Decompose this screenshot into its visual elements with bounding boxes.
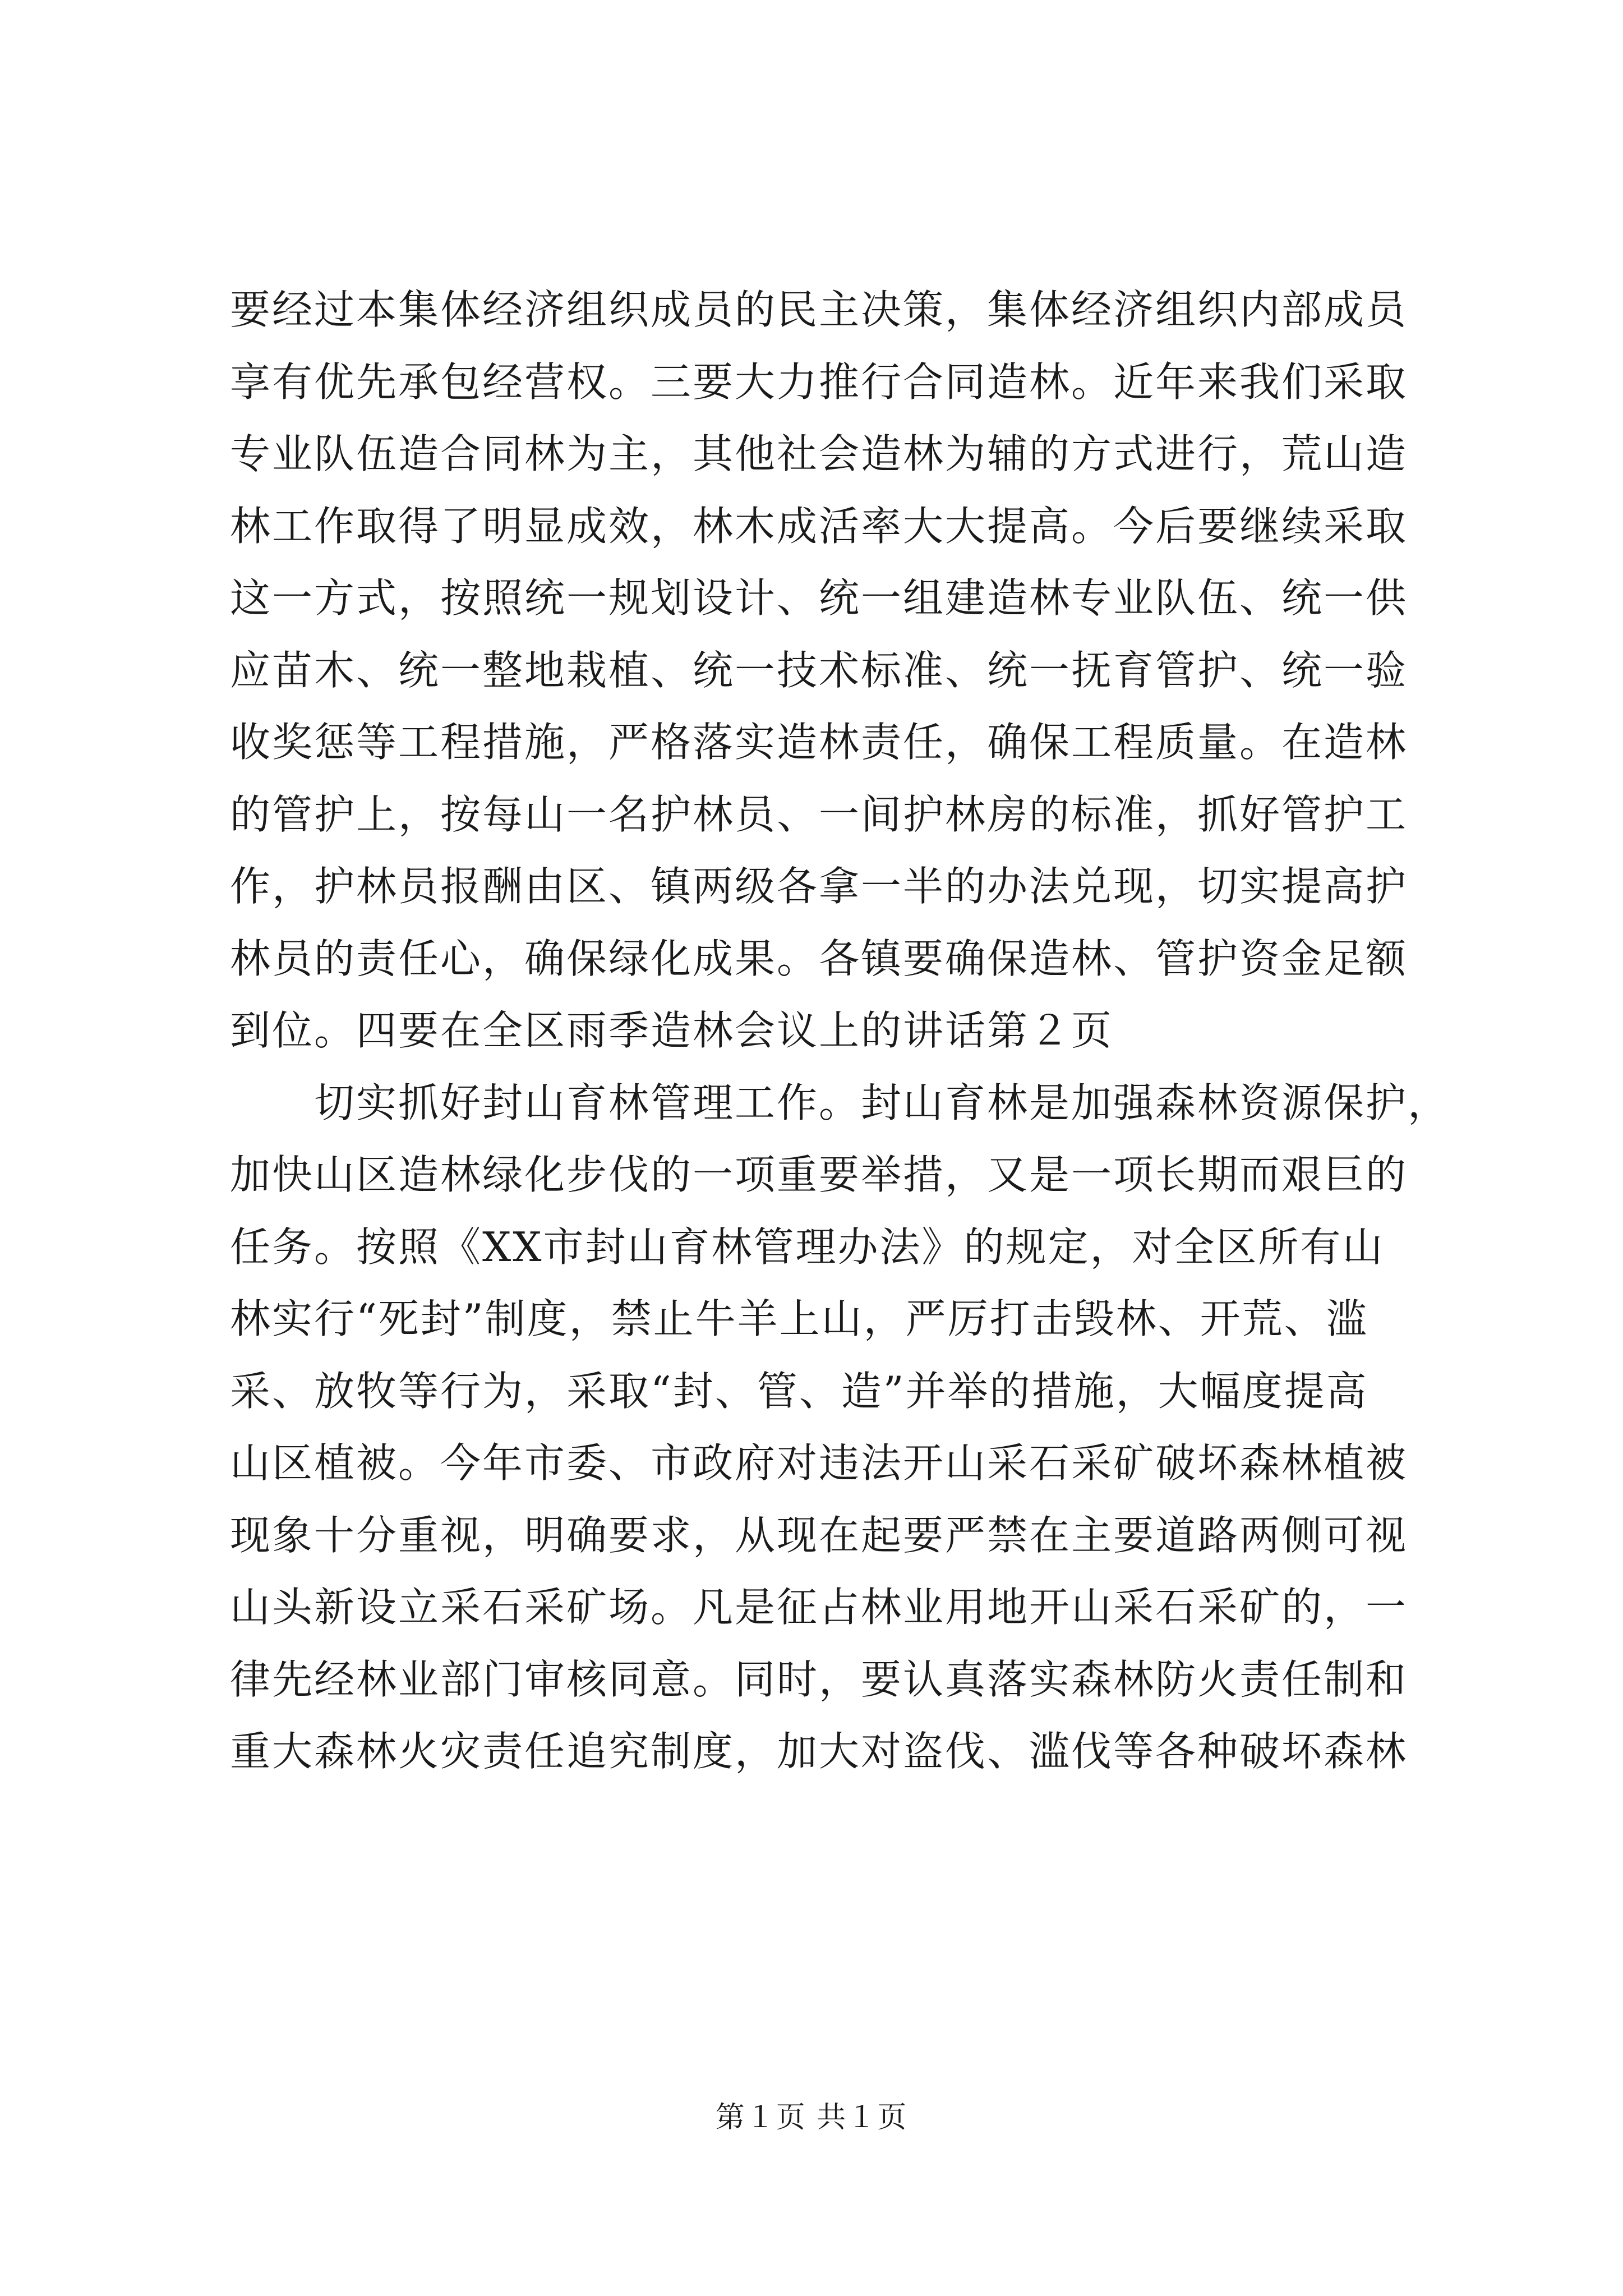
text-line: 要经过本集体经济组织成员的民主决策，集体经济组织内部成员 bbox=[230, 286, 1408, 333]
text-line: 收奖惩等工程措施，严格落实造林责任，确保工程质量。在造林 bbox=[230, 719, 1408, 766]
text-line: 加快山区造林绿化步伐的一项重要举措，又是一项长期而艰巨的 bbox=[230, 1151, 1408, 1198]
body-text bbox=[230, 274, 1450, 1788]
text-line: 到位。四要在全区雨季造林会议上的讲话第２页 bbox=[230, 1007, 1114, 1054]
text-line: 采、放牧等行为，采取“封、管、造”并举的措施，大幅度提高 bbox=[230, 1367, 1368, 1415]
text-line: 山头新设立采石采矿场。凡是征占林业用地开山采石采矿的，一 bbox=[230, 1584, 1408, 1631]
text-line: 任务。按照《XX市封山育林管理办法》的规定，对全区所有山 bbox=[230, 1223, 1385, 1271]
text-line: 切实抓好封山育林管理工作。封山育林是加强森林资源保护， bbox=[230, 1079, 1450, 1126]
text-line: 享有优先承包经营权。三要大力推行合同造林。近年来我们采取 bbox=[230, 358, 1408, 406]
text-line: 重大森林火灾责任追究制度，加大对盗伐、滥伐等各种破坏森林 bbox=[230, 1728, 1408, 1775]
text-line: 林实行“死封”制度，禁止牛羊上山，严厉打击毁林、开荒、滥 bbox=[230, 1295, 1368, 1342]
text-line: 专业队伍造合同林为主，其他社会造林为辅的方式进行，荒山造 bbox=[230, 430, 1408, 477]
text-line: 现象十分重视，明确要求，从现在起要严禁在主要道路两侧可视 bbox=[230, 1511, 1408, 1559]
text-line: 山区植被。今年市委、市政府对违法开山采石采矿破坏森林植被 bbox=[230, 1439, 1408, 1487]
text-line: 林员的责任心，确保绿化成果。各镇要确保造林、管护资金足额 bbox=[230, 935, 1408, 982]
text-line: 作，护林员报酬由区、镇两级各拿一半的办法兑现，切实提高护 bbox=[230, 863, 1408, 910]
text-line: 律先经林业部门审核同意。同时，要认真落实森林防火责任制和 bbox=[230, 1655, 1408, 1703]
page-number: 第１页 共１页 bbox=[715, 2101, 908, 2134]
page-footer bbox=[0, 2098, 1623, 2137]
text-line: 林工作取得了明显成效，林木成活率大大提高。今后要继续采取 bbox=[230, 502, 1408, 550]
text-line: 应苗木、统一整地栽植、统一技术标准、统一抚育管护、统一验 bbox=[230, 646, 1408, 694]
text-line: 的管护上，按每山一名护林员、一间护林房的标准，抓好管护工 bbox=[230, 790, 1408, 838]
text-line: 这一方式，按照统一规划设计、统一组建造林专业队伍、统一供 bbox=[230, 574, 1408, 622]
